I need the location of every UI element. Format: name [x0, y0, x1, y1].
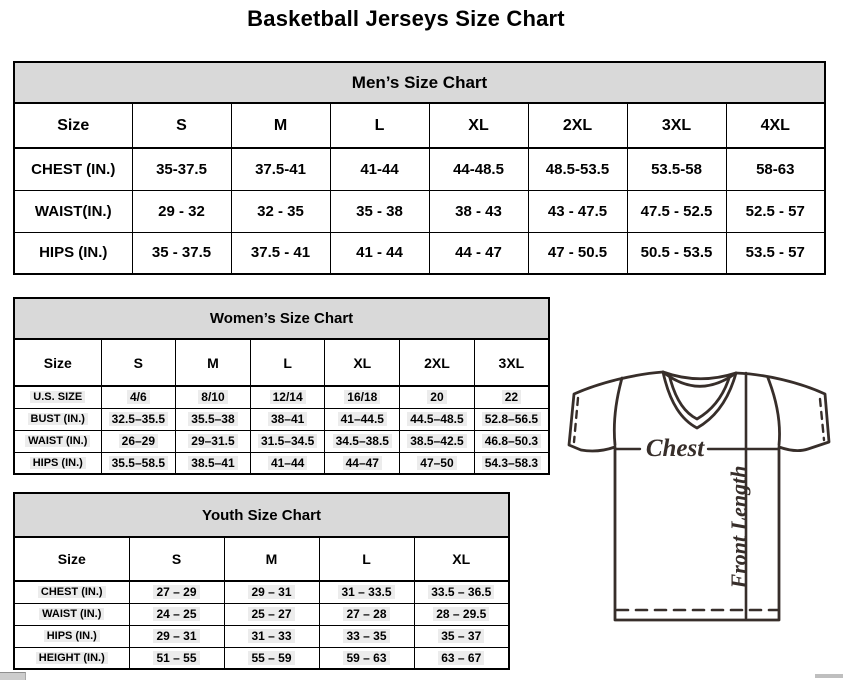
- table-cell: 32.5–35.5: [101, 408, 176, 430]
- table-cell: 47 - 50.5: [528, 232, 627, 274]
- column-header: 3XL: [474, 339, 549, 386]
- table-cell: 33 – 35: [319, 625, 414, 647]
- row-label: HIPS (IN.): [14, 232, 132, 274]
- table-cell: 22: [474, 386, 549, 408]
- table-cell: 63 – 67: [414, 647, 509, 669]
- table-cell: 37.5 - 41: [231, 232, 330, 274]
- column-header-row: [14, 339, 549, 386]
- table-cell: 46.8–50.3: [474, 430, 549, 452]
- column-header: 3XL: [627, 103, 726, 148]
- table-cell: 38–41: [250, 408, 325, 430]
- table-cell: 41–44.5: [325, 408, 400, 430]
- table-cell: 35.5–38: [176, 408, 251, 430]
- table-cell: 27 – 28: [319, 603, 414, 625]
- jersey-outline-drawing: [556, 352, 843, 644]
- table-cell: 47–50: [400, 452, 475, 474]
- row-label: WAIST (IN.): [14, 430, 101, 452]
- page-title: Basketball Jerseys Size Chart: [247, 6, 565, 31]
- table-cell: 38.5–41: [176, 452, 251, 474]
- table-row: [14, 386, 549, 408]
- table-cell: 58-63: [726, 148, 825, 190]
- table-row: [14, 148, 825, 190]
- table-cell: 27 – 29: [129, 581, 224, 603]
- table-cell: 41–44: [250, 452, 325, 474]
- table-cell: 53.5 - 57: [726, 232, 825, 274]
- column-header: Size: [14, 537, 129, 581]
- table-cell: 16/18: [325, 386, 400, 408]
- horizontal-scrollbar-fragment[interactable]: [815, 674, 843, 678]
- table-cell: 53.5-58: [627, 148, 726, 190]
- women-size-chart-table: [13, 297, 550, 475]
- row-label: HIPS (IN.): [14, 625, 129, 647]
- row-label: CHEST (IN.): [14, 148, 132, 190]
- men-chart-title: Men’s Size Chart: [14, 62, 825, 103]
- table-cell: 31 – 33: [224, 625, 319, 647]
- column-header: L: [319, 537, 414, 581]
- table-cell: 35-37.5: [132, 148, 231, 190]
- table-row: [14, 232, 825, 274]
- table-row: [14, 603, 509, 625]
- youth-size-chart-table: [13, 492, 510, 670]
- table-cell: 43 - 47.5: [528, 190, 627, 232]
- table-cell: 35 - 37.5: [132, 232, 231, 274]
- table-cell: 24 – 25: [129, 603, 224, 625]
- table-cell: 25 – 27: [224, 603, 319, 625]
- row-label: WAIST(IN.): [14, 190, 132, 232]
- table-cell: 52.5 - 57: [726, 190, 825, 232]
- cuff-dash-right: [820, 399, 824, 440]
- column-header: 4XL: [726, 103, 825, 148]
- table-row: [14, 647, 509, 669]
- column-header: XL: [325, 339, 400, 386]
- row-label: U.S. SIZE: [14, 386, 101, 408]
- column-header: S: [129, 537, 224, 581]
- table-cell: 44 - 47: [429, 232, 528, 274]
- table-cell: 48.5-53.5: [528, 148, 627, 190]
- table-cell: 38.5–42.5: [400, 430, 475, 452]
- table-row: [14, 625, 509, 647]
- table-cell: 38 - 43: [429, 190, 528, 232]
- column-header: M: [224, 537, 319, 581]
- column-header: XL: [414, 537, 509, 581]
- table-row: [14, 190, 825, 232]
- table-cell: 44-48.5: [429, 148, 528, 190]
- row-label: CHEST (IN.): [14, 581, 129, 603]
- table-cell: 35 - 38: [330, 190, 429, 232]
- cuff-dash-left: [574, 398, 578, 442]
- column-header: XL: [429, 103, 528, 148]
- table-cell: 50.5 - 53.5: [627, 232, 726, 274]
- table-cell: 8/10: [176, 386, 251, 408]
- column-header: S: [101, 339, 176, 386]
- table-cell: 54.3–58.3: [474, 452, 549, 474]
- youth-chart-title: Youth Size Chart: [14, 493, 509, 537]
- row-label: BUST (IN.): [14, 408, 101, 430]
- column-header: S: [132, 103, 231, 148]
- row-label: WAIST (IN.): [14, 603, 129, 625]
- armhole-seam-right: [768, 378, 780, 445]
- row-label: HIPS (IN.): [14, 452, 101, 474]
- table-row: [14, 430, 549, 452]
- table-row: [14, 581, 509, 603]
- table-cell: 29 – 31: [129, 625, 224, 647]
- table-cell: 29 - 32: [132, 190, 231, 232]
- table-cell: 34.5–38.5: [325, 430, 400, 452]
- column-header-row: [14, 103, 825, 148]
- column-header-row: [14, 537, 509, 581]
- table-row: [14, 452, 549, 474]
- table-cell: 55 – 59: [224, 647, 319, 669]
- table-cell: 47.5 - 52.5: [627, 190, 726, 232]
- table-row: [14, 408, 549, 430]
- table-cell: 31 – 33.5: [319, 581, 414, 603]
- column-header: 2XL: [400, 339, 475, 386]
- table-cell: 52.8–56.5: [474, 408, 549, 430]
- table-cell: 29 – 31: [224, 581, 319, 603]
- column-header: Size: [14, 339, 101, 386]
- table-cell: 4/6: [101, 386, 176, 408]
- table-cell: 59 – 63: [319, 647, 414, 669]
- table-cell: 44.5–48.5: [400, 408, 475, 430]
- jersey-measurement-diagram: [556, 352, 843, 644]
- table-cell: 41 - 44: [330, 232, 429, 274]
- table-cell: 41-44: [330, 148, 429, 190]
- table-cell: 26–29: [101, 430, 176, 452]
- table-cell: 12/14: [250, 386, 325, 408]
- women-chart-title: Women’s Size Chart: [14, 298, 549, 339]
- table-cell: 44–47: [325, 452, 400, 474]
- table-cell: 29–31.5: [176, 430, 251, 452]
- table-cell: 35.5–58.5: [101, 452, 176, 474]
- chest-label: Chest: [645, 435, 705, 462]
- table-cell: 32 - 35: [231, 190, 330, 232]
- row-label: HEIGHT (IN.): [14, 647, 129, 669]
- table-cell: 20: [400, 386, 475, 408]
- column-header: Size: [14, 103, 132, 148]
- jersey-body-outline: [569, 372, 829, 620]
- table-cell: 37.5-41: [231, 148, 330, 190]
- column-header: M: [176, 339, 251, 386]
- column-header: L: [330, 103, 429, 148]
- table-cell: 51 – 55: [129, 647, 224, 669]
- front-length-label: Front Length: [726, 465, 751, 589]
- column-header: 2XL: [528, 103, 627, 148]
- column-header: M: [231, 103, 330, 148]
- table-cell: 35 – 37: [414, 625, 509, 647]
- column-header: L: [250, 339, 325, 386]
- table-cell: 31.5–34.5: [250, 430, 325, 452]
- table-cell: 33.5 – 36.5: [414, 581, 509, 603]
- armhole-seam-left: [614, 378, 622, 445]
- men-size-chart-table: [13, 61, 826, 275]
- table-cell: 28 – 29.5: [414, 603, 509, 625]
